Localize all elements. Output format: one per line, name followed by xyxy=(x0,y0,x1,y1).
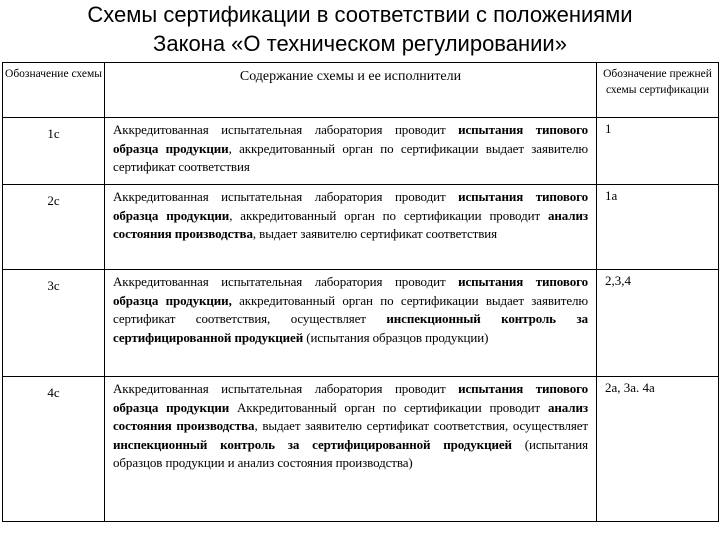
scheme-description xyxy=(105,118,597,185)
desc-text: Аккредитованная испытательная лаборатория проводит xyxy=(113,189,459,204)
previous-scheme: 2,3,4 xyxy=(597,270,719,377)
desc-bold: инспекционный контроль за сертифицированной продукцией xyxy=(113,436,512,452)
desc-text: Аккредитованная испытательная лаборатория проводит xyxy=(113,122,459,137)
desc-bold: анализ состояния производства xyxy=(113,399,588,433)
table-row xyxy=(3,185,719,270)
desc-bold: анализ состояния производства xyxy=(113,207,588,241)
desc-bold: испытания типового образца продукции xyxy=(113,122,588,156)
desc-text: , аккредитованный орган по сертификации выдает заявителю сертификат соответствия xyxy=(113,140,588,174)
scheme-code: 4с xyxy=(3,377,105,522)
scheme-code: 2с xyxy=(3,185,105,270)
header-code: Обозначение схемы xyxy=(3,63,105,118)
table-row xyxy=(3,118,719,185)
table-row xyxy=(3,377,719,522)
desc-bold: испытания типового образца продукции xyxy=(113,189,588,223)
certification-schemes-table xyxy=(2,62,719,522)
desc-text: , выдает заявителю сертификат соответствия xyxy=(252,226,498,241)
header-prev: Обозначение прежней схемы сертификации xyxy=(597,63,719,118)
scheme-code: 3с xyxy=(3,270,105,377)
desc-text: (испытания образцов продукции) xyxy=(303,329,489,345)
desc-bold: испытания типового образца продукции xyxy=(113,381,588,415)
scheme-description xyxy=(105,377,597,522)
desc-text: Аккредитованная испытательная лаборатория проводит xyxy=(113,274,459,289)
desc-text: , выдает заявителю сертификат соответствия, осуществляет xyxy=(254,418,588,433)
desc-text: Аккредитованная испытательная лаборатория проводит xyxy=(113,381,459,396)
desc-bold: инспекционный контроль за сертифицированной продукцией xyxy=(113,311,588,345)
title-line-2: Закона «О техническом регулировании» xyxy=(153,31,567,56)
desc-text: Аккредитованный орган по сертификации проводит xyxy=(229,399,548,415)
previous-scheme: 2а, 3а. 4а xyxy=(597,377,719,522)
desc-bold: испытания типового образца продукции, xyxy=(113,274,588,308)
scheme-description xyxy=(105,270,597,377)
previous-scheme: 1 xyxy=(597,118,719,185)
table-row xyxy=(3,270,719,377)
desc-text: аккредитованный орган по сертификации выдает заявителю сертификат соответствия, осуществляет xyxy=(113,292,588,326)
desc-text: , аккредитованный орган по сертификации проводит xyxy=(229,207,548,223)
header-content: Содержание схемы и ее исполнители xyxy=(105,63,597,118)
scheme-description xyxy=(105,185,597,270)
previous-scheme: 1а xyxy=(597,185,719,270)
scheme-code: 1с xyxy=(3,118,105,185)
header-row xyxy=(3,63,719,118)
title-line-1: Схемы сертификации в соответствии с положениями xyxy=(87,2,633,27)
slide-title xyxy=(0,0,720,62)
desc-text: (испытания образцов продукции и анализ состояния производства) xyxy=(113,436,588,470)
